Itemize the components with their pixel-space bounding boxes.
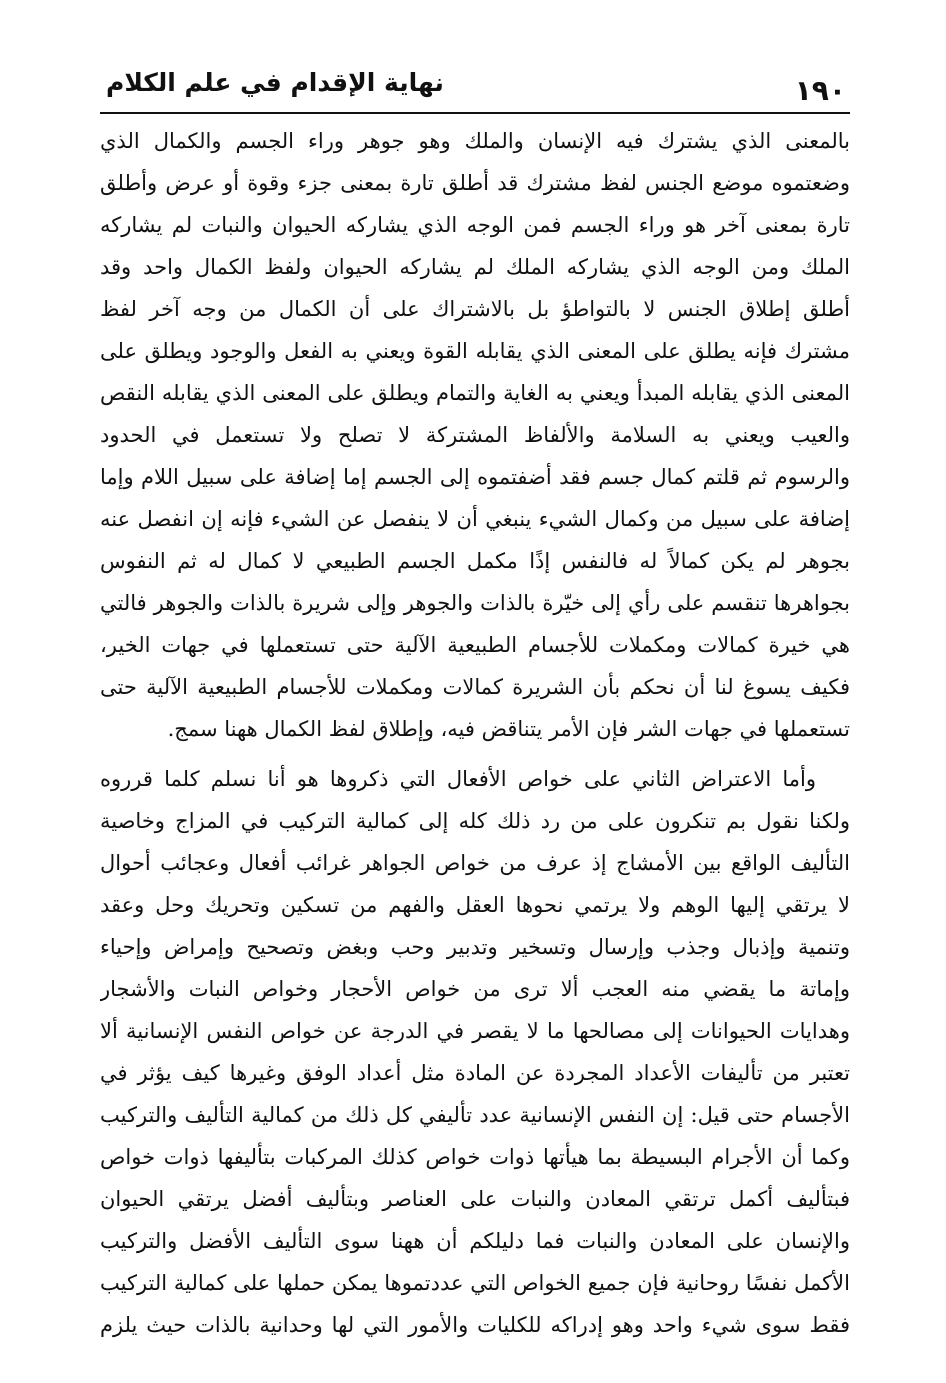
text-line: فكيف يسوغ لنا أن نحكم بأن الشريرة كمالات ومكملات للأجسام الطبيعية الآلية حتى [100, 675, 850, 699]
text-line: وهدايات الحيوانات إلى مصالحها ما لا يقصر في الدرجة عن خواص النفس الإنسانية ألا [100, 1019, 850, 1043]
text-line: المعنى الذي يقابله المبدأ ويعني به الغاية والتمام ويطلق على المعنى الذي يقابله النقص [100, 381, 850, 405]
text-line: مشترك فإنه يطلق على المعنى الذي يقابله القوة ويعني به الفعل والوجود ويطلق على [100, 339, 850, 363]
text-line: الأجسام حتى قيل: إن النفس الإنسانية عدد تأليفي كل ذلك من كمالية التأليف والتركيب [100, 1103, 850, 1127]
text-line: والرسوم ثم قلتم كمال جسم فقد أضفتموه إلى الجسم إما إضافة على سبيل اللام وإما [100, 465, 850, 489]
text-line: تارة بمعنى آخر هو وراء الجسم فمن الوجه الذي يشاركه الحيوان والنبات لم يشاركه [100, 213, 850, 237]
running-header [100, 60, 850, 108]
page-number: ١٩٠ [794, 74, 846, 107]
body-text [100, 120, 850, 1346]
text-line: وإماتة ما يقضي منه العجب ألا ترى من خواص الأحجار وخواص النبات والأشجار [100, 977, 850, 1001]
text-line: الأكمل نفسًا روحانية فإن جميع الخواص التي عددتموها يمكن حملها على كمالية التركيب [100, 1271, 850, 1295]
text-line: تستعملها في جهات الشر فإن الأمر يتناقض فيه، وإطلاق لفظ الكمال ههنا سمج. [167, 717, 850, 741]
text-line: فقط سوى شيء واحد وهو إدراكه للكليات والأمور التي لها وحدانية بالذات حيث يلزم [100, 1313, 850, 1337]
header-rule [100, 112, 850, 114]
text-line: والإنسان على المعادن والنبات فما دليلكم أن ههنا سوى التأليف الأفضل والتركيب [100, 1229, 850, 1253]
text-line: أطلق إطلاق الجنس لا بالتواطؤ بل بالاشتراك على أن الكمال من وجه آخر لفظ [100, 297, 850, 321]
paragraph-1 [100, 120, 850, 750]
paragraph-2 [100, 758, 850, 1346]
text-line: بالمعنى الذي يشترك فيه الإنسان والملك وهو جوهر وراء الجسم والكمال الذي [100, 129, 850, 153]
text-line: وأما الاعتراض الثاني على خواص الأفعال التي ذكروها هو أنا نسلم كلما قرروه [100, 767, 816, 791]
paragraph-gap [100, 750, 850, 758]
text-line: لا يرتقي إليها الوهم ولا يرتمي نحوها العقل والفهم من تسكين وتحريك وحل وعقد [100, 893, 850, 917]
text-line: ولكنا نقول بم تنكرون على من رد ذلك كله إلى كمالية التركيب في المزاج وخاصية [100, 809, 850, 833]
text-line: وتنمية وإذبال وجذب وإرسال وتسخير وتدبير وحب وبغض وتصحيح وإمراض وإحياء [100, 935, 850, 959]
text-line: التأليف الواقع بين الأمشاج إذ عرف من خواص الجواهر غرائب أفعال وعجائب أحوال [100, 851, 850, 875]
text-line: والعيب ويعني به السلامة والألفاظ المشتركة لا تصلح ولا تستعمل في الحدود [100, 423, 850, 447]
text-line: هي خيرة كمالات ومكملات للأجسام الطبيعية الآلية حتى تستعملها في جهات الخير، [100, 633, 850, 657]
text-line: إضافة على سبيل من وكمال الشيء ينبغي أن لا ينفصل عن الشيء فإنه إن انفصل عنه [100, 507, 850, 531]
book-title: نهاية الإقدام في علم الكلام [106, 68, 444, 97]
text-line: فبتأليف أكمل ترتقي المعادن والنبات على العناصر وبتأليف أفضل يرتقي الحيوان [100, 1187, 850, 1211]
text-line: الملك ومن الوجه الذي يشاركه الملك لم يشاركه الحيوان ولفظ الكمال واحد وقد [100, 255, 850, 279]
text-line: بجوهر لم يكن كمالاً له فالنفس إذًا مكمل الجسم الطبيعي لا كمال له ثم النفوس [100, 549, 850, 573]
text-line: وضعتموه موضع الجنس لفظ مشترك قد أطلق تارة بمعنى جزء وقوة أو عرض وأطلق [100, 171, 850, 195]
text-line: بجواهرها تنقسم على رأي إلى خيّرة بالذات والجوهر وإلى شريرة بالذات والجوهر فالتي [100, 591, 850, 615]
text-line: وكما أن الأجرام البسيطة بما هيأتها ذوات خواص كذلك المركبات بتأليفها ذوات خواص [100, 1145, 850, 1169]
text-line: تعتبر من تأليفات الأعداد المجردة عن المادة مثل أعداد الوفق وغيرها كيف يؤثر في [100, 1061, 850, 1085]
